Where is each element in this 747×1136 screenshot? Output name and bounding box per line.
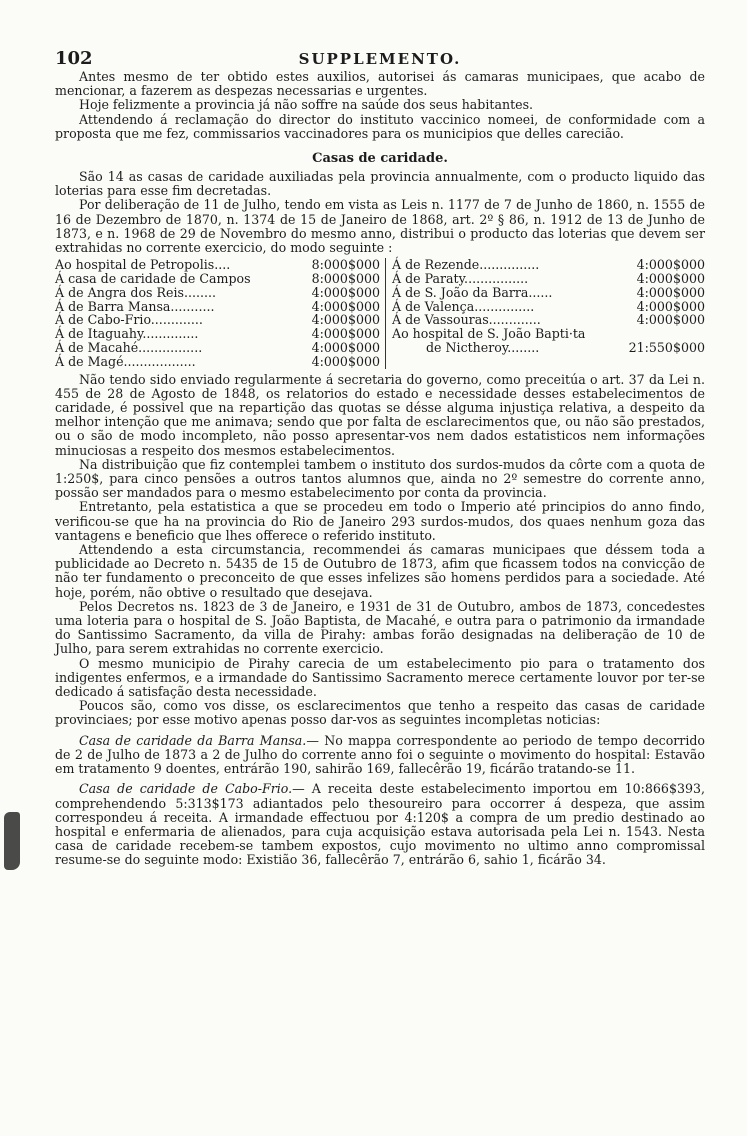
paragraph: Poucos são, como vos disse, os esclarecimentos que tenho a respeito das casas de caridade provinciaes; por esse motivo apenas posso dar-vos as seguintes incompletas noticias: — [55, 698, 705, 728]
paragraph: Antes mesmo de ter obtido estes auxilios, autorisei ás camaras municipaes, que acabo de mencionar, a fazerem as despezas necessarias e urgentes. — [55, 69, 705, 99]
paragraph: Attendendo a esta circumstancia, recommendei ás camaras municipaes que déssem toda a publicidade ao Decreto n. 5435 de 15 de Outubro de 1873, afim que ficassem todos na convicção de não ter fundamento o preconceito de que esses infelizes são homens perdidos para a sociedade. Até hoje, porém, não obtive o resultado que desejava. — [55, 542, 705, 600]
distribution-amount: 4:000$000 — [636, 284, 705, 300]
distribution-row — [55, 272, 380, 286]
distribution-row — [55, 313, 380, 327]
distribution-amount: 4:000$000 — [311, 326, 380, 342]
paragraph: O mesmo municipio de Pirahy carecia de um estabelecimento pio para o tratamento dos indigentes enfermos, e a irmandade do Santissimo Sacramento merece certamente louvor por ter-se dedicado á satisfação desta necessidade. — [55, 655, 705, 700]
distribution-row — [392, 300, 705, 314]
paragraph: Pelos Decretos ns. 1823 de 3 de Janeiro, e 1931 de 31 de Outubro, ambos de 1873, concedestes uma loteria para o hospital de S. João Baptista, de Macahé, e outra para o patrimonio da irmandade do Santissimo Sacramento, da villa de Pirahy: ambas forão designadas na deliberação de 10 de Julho, para serem extrahidas no corrente exercicio. — [55, 598, 705, 657]
distribution-label: Ao hospital de S. João Bapti·ta — [392, 326, 586, 342]
distribution-amount: 4:000$000 — [636, 271, 705, 287]
distribution-label: Á de Angra dos Reis........ — [55, 284, 216, 300]
distribution-row — [392, 327, 705, 341]
report-paragraph — [55, 734, 705, 777]
distribution-label: Á de Paraty................ — [392, 271, 529, 287]
distribution-label: Á de S. João da Barra...... — [392, 284, 553, 300]
distribution-amount: 8:000$000 — [311, 271, 380, 287]
section-title: Casas de caridade. — [312, 151, 448, 167]
page-header — [55, 48, 705, 70]
distribution-row — [55, 300, 380, 314]
distribution-amount: 4:000$000 — [311, 312, 380, 328]
distribution-row — [55, 355, 380, 369]
distribution-amount: 4:000$000 — [636, 298, 705, 314]
paragraph: São 14 as casas de caridade auxiliadas pela provincia annualmente, com o producto liquido das loterias para esse fim decretadas. — [55, 169, 705, 199]
paragraph: Hoje felizmente a provincia já não soffre na saúde dos seus habitantes. — [79, 97, 534, 113]
distribution-label: Á de Vassouras............. — [392, 312, 541, 328]
distribution-row — [392, 272, 705, 286]
page-number: 102 — [55, 48, 93, 69]
report-paragraph — [55, 782, 705, 867]
distribution-amount: 8:000$000 — [311, 257, 380, 273]
distribution-label: Á de Barra Mansa........... — [55, 298, 215, 314]
distribution-amount: 4:000$000 — [311, 298, 380, 314]
distribution-amount: 4:000$000 — [311, 340, 380, 356]
distribution-label: Á casa de caridade de Campos — [55, 271, 251, 287]
distribution-left-column — [55, 258, 386, 368]
distribution-label: Á de Rezende............... — [392, 257, 540, 273]
report-text: — No mappa correspondente ao periodo de tempo decorrido de 2 de Julho de 1873 a 2 de Julho do corrente anno foi o seguinte o movimento do hospital: Estavão em tratamento 9 doentes, entrárão 190, sahirão 169, fallecêrão 19, ficárão tratando-se 11. — [55, 732, 705, 777]
report-title: Casa de caridade de Cabo-Frio. — [79, 781, 293, 797]
paragraph: Por deliberação de 11 de Julho, tendo em vista as Leis n. 1177 de 7 de Junho de 1860, n. 1555 de 16 de Dezembro de 1870, n. 1374 de 15 de Janeiro de 1868, art. 2º § 86, n. 1912 de 13 de Junho de 1873, e n. 1968 de 29 de Novembro do mesmo anno, distribui o producto das loterias que devem ser extrahidas no corrente exercicio, do modo seguinte : — [55, 197, 705, 256]
report-text: — A receita deste estabelecimento importou em 10:866$393, comprehendendo 5:313$173 adiantados pelo thesoureiro para occorrer á despeza, que assim correspondeu á receita. A irmandade effectuou por 4:120$ a compra de um predio destinado ao hospital e enfermaria de alienados, para cuja acquisição estava autorisada pela Lei n. 1543. Nesta casa de caridade recebem-se tambem expostos, cujo movimento no ultimo anno compromissal resume-se do seguinte modo: Existião 36, fallecêrão 7, entrárão 6, sahio 1, ficárão 34. — [55, 781, 706, 868]
distribution-label: de Nictheroy........ — [426, 340, 540, 356]
running-title: SUPPLEMENTO. — [298, 50, 462, 68]
paragraph: Attendendo á reclamação do director do instituto vaccinico nomeei, de conformidade com a proposta que me fez, commissarios vaccinadores para os municipios que delles carecião. — [55, 111, 705, 141]
distribution-row — [392, 341, 705, 355]
distribution-amount: 21:550$000 — [628, 340, 705, 356]
report-title: Casa de caridade da Barra Mansa. — [79, 732, 307, 748]
binding-mark — [4, 812, 20, 870]
distribution-label: Ao hospital de Petropolis.... — [55, 257, 231, 273]
distribution-row — [55, 286, 380, 300]
distribution-row — [392, 286, 705, 300]
distribution-table — [55, 258, 705, 368]
distribution-label: Á de Macahé................ — [55, 340, 203, 356]
paragraph: Na distribuição que fiz contemplei tambem o instituto dos surdos-mudos da côrte com a quota de 1:250$, para cinco pensões a outros tantos alumnos que, ainda no 2º semestre do corrente anno, possão ser mandados para o mesmo estabelecimento por conta da provincia. — [55, 456, 705, 501]
distribution-label: Á de Cabo-Frio............. — [55, 312, 203, 328]
distribution-label: Á de Valença............... — [392, 298, 535, 314]
distribution-amount: 4:000$000 — [636, 257, 705, 273]
distribution-right-column — [386, 258, 705, 368]
distribution-row — [392, 258, 705, 272]
paragraph: Não tendo sido enviado regularmente á secretaria do governo, como preceitúa o art. 37 da Lei n. 455 de 28 de Agosto de 1848, os relatorios do estado e necessidade desses estabelecimentos de caridade, é possivel que na repartição das quotas se désse alguma injustiça relativa, a despeito da melhor intenção que me animava; sendo que por falta de esclarecimentos que, ou não são prestados, ou o são de modo incompleto, não posso apresentar-vos nem dados estatisticos nem informações minuciosas a respeito dos mesmos estabelecimentos. — [55, 371, 705, 458]
distribution-label: Á de Itaguahy.............. — [55, 326, 199, 342]
distribution-label: Á de Magé.................. — [55, 353, 196, 369]
distribution-row — [55, 327, 380, 341]
document-page — [55, 48, 705, 868]
distribution-amount: 4:000$000 — [311, 353, 380, 369]
paragraph: Entretanto, pela estatistica a que se procedeu em todo o Imperio até principios do anno findo, verificou-se que ha na provincia do Rio de Janeiro 293 surdos-mudos, dos quaes nenhum goza das vantagens e beneficio que lhes offerece o referido instituto. — [55, 499, 705, 543]
distribution-row — [55, 258, 380, 272]
distribution-amount: 4:000$000 — [636, 312, 705, 328]
distribution-row — [55, 341, 380, 355]
distribution-amount: 4:000$000 — [311, 284, 380, 300]
distribution-row — [392, 313, 705, 327]
